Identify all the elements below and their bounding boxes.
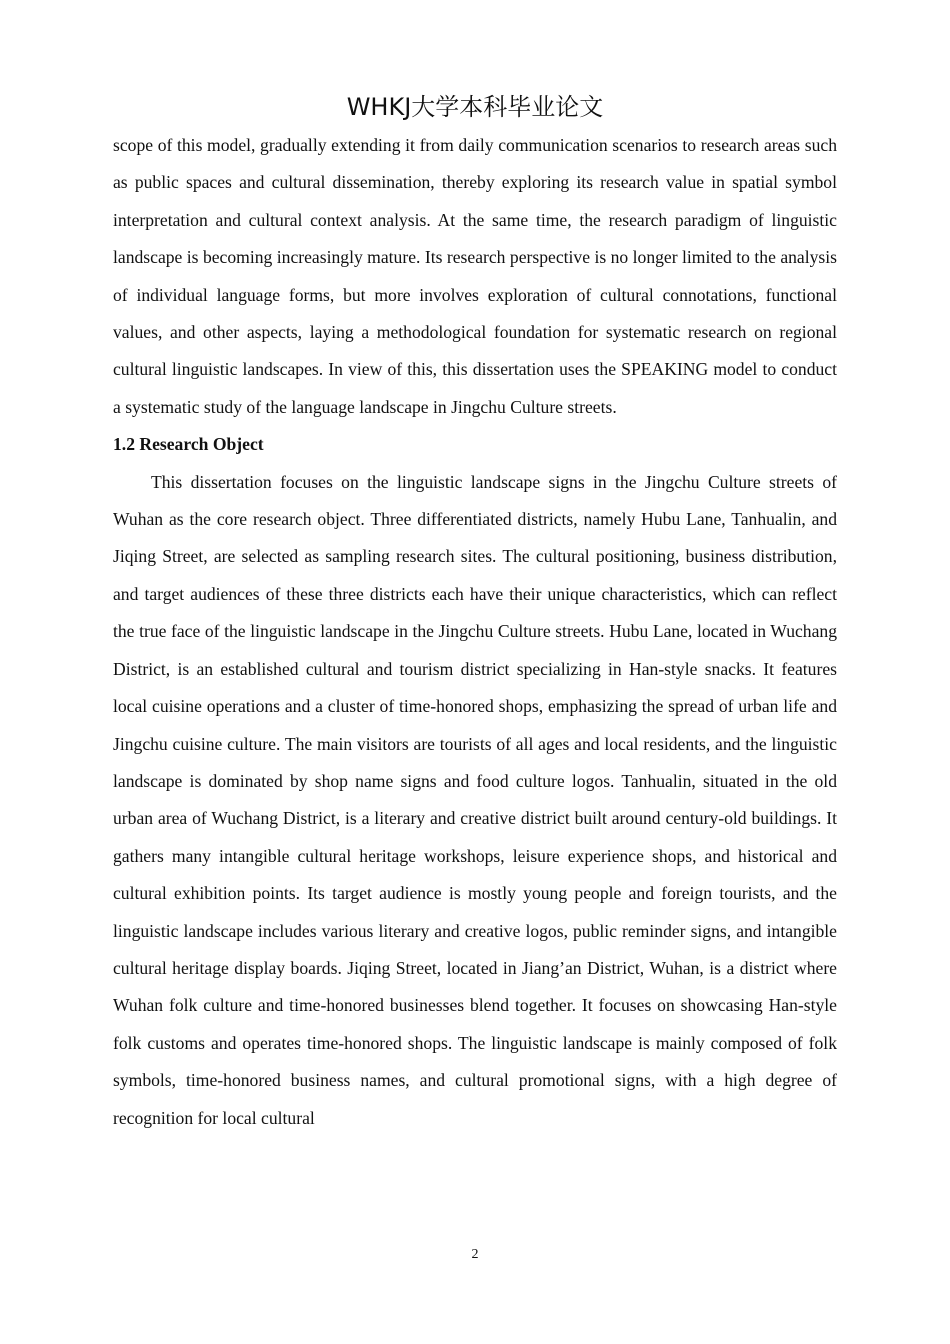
running-header: WHKJ大学本科毕业论文 [346,93,604,121]
paragraph-research-object: This dissertation focuses on the linguistic landscape signs in the Jingchu Culture streets of Wuhan as the core research object. Three differentiated districts, namely Hubu Lane, Tanhualin, and Jiqing Street, are selected as sampling research sites. The cultural positioning, business distribution, and target audiences of these three districts each have their unique characteristics, which can reflect the true face of the linguistic landscape in the Jingchu Culture streets. Hubu Lane, located in Wuchang District, is an established cultural and tourism district specializing in Han-style snacks. It features local cuisine operations and a cluster of time-honored shops, emphasizing the spread of urban life and Jingchu cuisine culture. The main visitors are tourists of all ages and local residents, and the linguistic landscape is dominated by shop name signs and food culture logos. Tanhualin, situated in the old urban area of Wuchang District, is a literary and creative district built around century-old buildings. It gathers many intangible cultural heritage workshops, leisure experience shops, and historical and cultural exhibition points. Its target audience is mostly young people and foreign tourists, and the linguistic landscape includes various literary and creative logos, public reminder signs, and intangible cultural heritage display boards. Jiqing Street, located in Jiang’an District, Wuhan, is a district where Wuhan folk culture and time-honored businesses blend together. It focuses on showcasing Han-style folk customs and operates time-honored shops. The linguistic landscape is mainly composed of folk symbols, time-honored business names, and cultural promotional signs, with a high degree of recognition for local cultural [113,471,837,1128]
section-heading: 1.2 Research Object [113,434,264,455]
page-number: 2 [471,1247,479,1262]
paragraph-continued: scope of this model, gradually extending it from daily communication scenarios to research areas such as public spaces and cultural dissemination, thereby exploring its research value in spatial symbol interpretation and cultural context analysis. At the same time, the research paradigm of linguistic landscape is becoming increasingly mature. Its research perspective is no longer limited to the analysis of individual language forms, but more involves exploration of cultural connotations, functional values, and other aspects, laying a methodological foundation for systematic research on regional cultural linguistic landscapes. In view of this, this dissertation uses the SPEAKING model to conduct a systematic study of the language landscape in Jingchu Culture streets. [113,135,837,417]
body-text [113,127,837,1137]
